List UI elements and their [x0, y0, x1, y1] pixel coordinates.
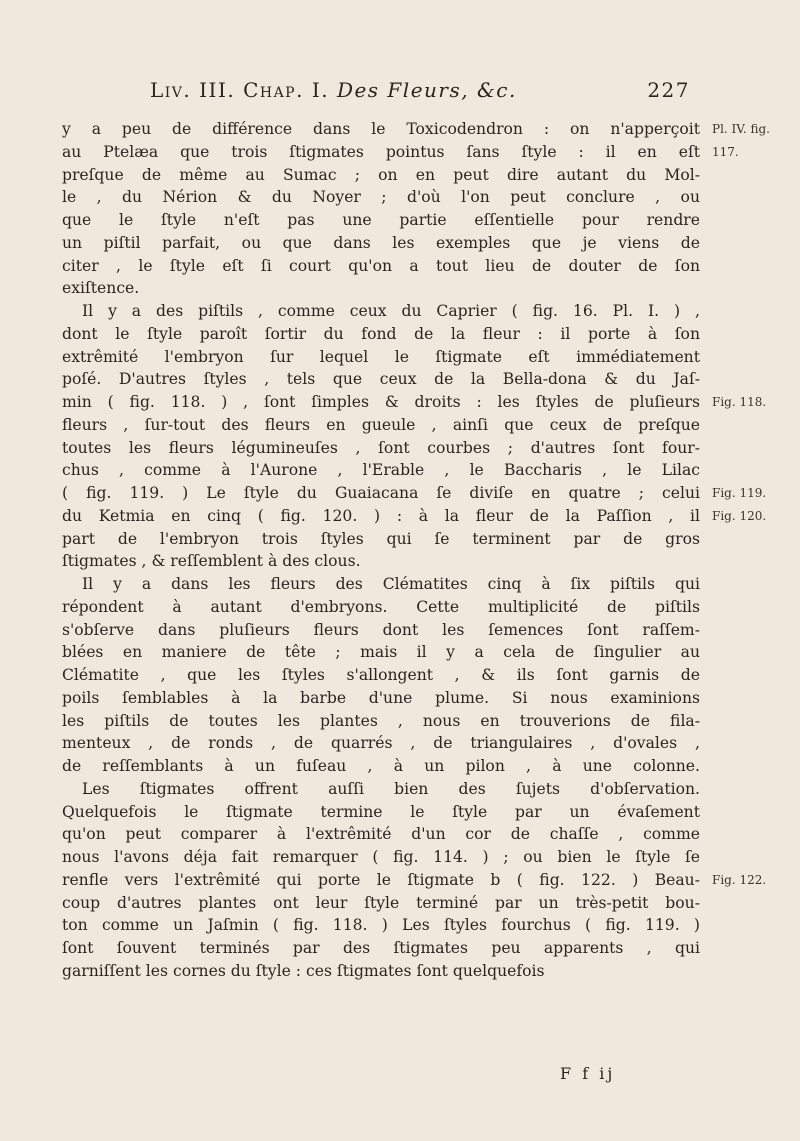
text-line: ( fig. 119. ) Le ſtyle du Guaiacana ſe diviſe en quatre ; celui	[62, 484, 700, 502]
text-line: un piſtil parfait, ou que dans les exemples que je viens de	[62, 233, 700, 252]
text-line: fleurs , ſur-tout des fleurs en gueule , ainſi que ceux de preſque	[62, 415, 700, 434]
text-line: le , du Nérion & du Noyer ; d'où l'on peut conclure , ou	[62, 188, 700, 207]
text-line: dont le ſtyle paroît ſortir du fond de la fleur : il porte à ſon	[62, 324, 700, 343]
text-line: citer , le ſtyle eſt ſi court qu'on a tout lieu de douter de ſon	[62, 256, 700, 275]
text-line: coup d'autres plantes ont leur ſtyle terminé par un très-petit bou-	[62, 893, 700, 912]
text-line: ſont ſouvent terminés par des ſtigmates peu apparents , qui	[62, 939, 700, 957]
text-line: blées en maniere de tête ; mais il y a cela de ſingulier au	[62, 643, 700, 662]
text-line: Quelquefois le ſtigmate termine le ſtyle par un évaſement	[62, 802, 700, 821]
margin-note: Fig. 118.	[712, 395, 767, 409]
text-line: min ( fig. 118. ) , ſont ſimples & droits : les ſtyles de pluſieurs	[62, 393, 700, 411]
text-line: du Ketmia en cinq ( fig. 120. ) : à la fleur de la Paſſion , il	[62, 506, 700, 525]
text-line: y a peu de différence dans le Toxicodendron : on n'apperçoit	[62, 120, 700, 138]
text-line: garniſſent les cornes du ſtyle : ces ſtigmates ſont quelquefois	[62, 961, 545, 980]
text-line: Il y a des piſtils , comme ceux du Caprier ( fig. 16. Pl. I. ) ,	[82, 302, 700, 320]
margin-note: Fig. 119.	[712, 486, 767, 500]
text-line: extrêmité l'embryon ſur lequel le ſtigmate eſt immédiatement	[62, 347, 700, 366]
body-text	[62, 118, 700, 983]
text-line: exiſtence.	[62, 279, 140, 298]
signature-mark: F f ij	[560, 1064, 616, 1083]
text-line: poſé. D'autres ſtyles , tels que ceux de la Bella-dona & du Jaſ-	[62, 370, 700, 389]
running-header	[150, 78, 690, 102]
text-line: Il y a dans les fleurs des Clématites cinq à ſix piſtils qui	[82, 575, 700, 593]
text-line: que le ſtyle n'eſt pas une partie eſſentielle pour rendre	[62, 211, 700, 229]
margin-note: Fig. 120.	[712, 508, 767, 523]
text-line: Les ſtigmates offrent auſſi bien des ſujets d'obſervation.	[82, 779, 700, 798]
text-line: qu'on peut comparer à l'extrêmité d'un cor de chaſſe , comme	[62, 825, 700, 844]
margin-note: Pl. IV. fig.	[712, 122, 770, 136]
text-line: part de l'embryon trois ſtyles qui ſe terminent par de gros	[62, 529, 700, 548]
text-line: Clématite , que les ſtyles s'allongent , & ils ſont garnis de	[62, 666, 700, 684]
text-line: s'obſerve dans pluſieurs fleurs dont les ſemences ſont raſſem-	[62, 620, 700, 639]
margin-note: 117.	[712, 144, 739, 159]
text-line: chus , comme à l'Aurone , l'Erable , le Baccharis , le Lilac	[62, 461, 700, 480]
text-line: les piſtils de toutes les plantes , nous en trouverions de fila-	[62, 711, 700, 730]
margin-note: Fig. 122.	[712, 872, 767, 887]
text-line: preſque de même au Sumac ; on en peut dire autant du Mol-	[62, 165, 700, 184]
text-line: menteux , de ronds , de quarrés , de triangulaires , d'ovales ,	[62, 734, 700, 753]
text-line: ſtigmates , & reſſemblent à des clous.	[62, 552, 361, 571]
text-line: renfle vers l'extrêmité qui porte le ſtigmate b ( fig. 122. ) Beau-	[62, 870, 700, 889]
header-chapter: Chap. I.	[243, 78, 330, 102]
page-number: 227	[647, 78, 690, 102]
text-line: au Ptelæa que trois ſtigmates pointus ſans ſtyle : il en eſt	[62, 142, 700, 161]
header-book: Liv. III.	[150, 78, 236, 102]
text-line: répondent à autant d'embryons. Cette multiplicité de piſtils	[62, 597, 700, 616]
header-title: Des Fleurs, &c.	[336, 78, 517, 102]
text-line: toutes les fleurs légumineuſes , ſont courbes ; d'autres ſont four-	[62, 438, 700, 457]
text-line: de reſſemblants à un fuſeau , à un pilon , à une colonne.	[62, 757, 700, 775]
text-line: poils ſemblables à la barbe d'une plume. Si nous examinions	[62, 688, 700, 707]
text-line: nous l'avons déja fait remarquer ( fig. 114. ) ; ou bien le ſtyle ſe	[62, 848, 700, 866]
text-line: ton comme un Jaſmin ( fig. 118. ) Les ſtyles fourchus ( fig. 119. )	[62, 916, 700, 935]
